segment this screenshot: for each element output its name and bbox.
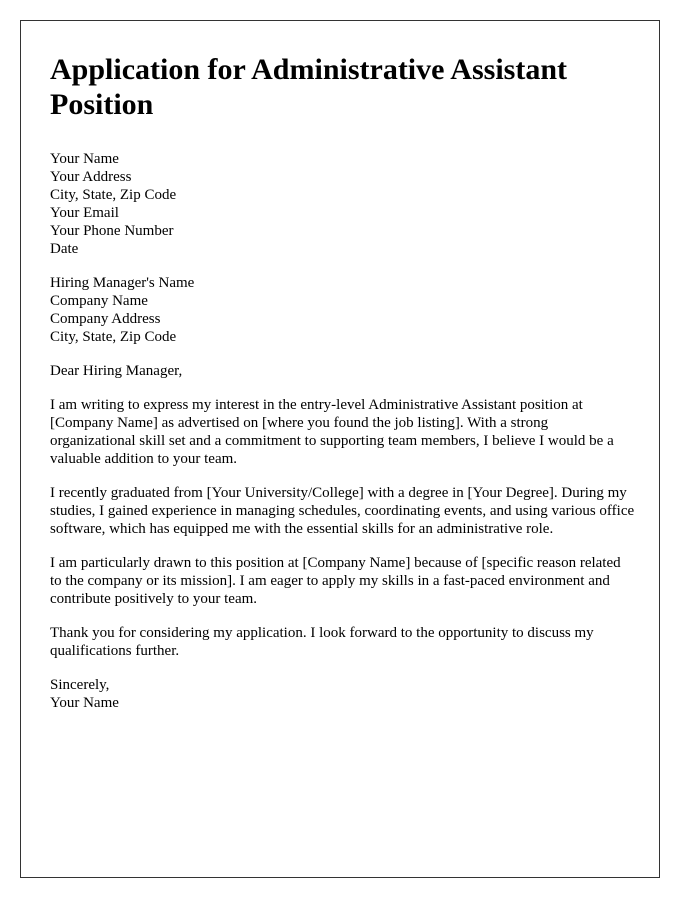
letter-title: Application for Administrative Assistant Position xyxy=(50,53,567,121)
recipient-address: Company Address xyxy=(50,311,161,327)
body-paragraph-3: I am particularly drawn to this position at [Company Name] because of [specific reason related to the company or its mission]. I am eager to apply my skills in a fast-paced environment and contribute positively to your team. xyxy=(50,555,621,607)
sender-phone: Your Phone Number xyxy=(50,223,174,239)
sender-block xyxy=(50,150,635,258)
valediction: Sincerely, xyxy=(50,677,110,693)
letter-page xyxy=(20,20,660,878)
sender-name: Your Name xyxy=(50,151,119,167)
recipient-city-state-zip: City, State, Zip Code xyxy=(50,329,177,345)
body-paragraph-4: Thank you for considering my application. I look forward to the opportunity to discuss my qualifications further. xyxy=(50,625,594,659)
closing-block xyxy=(50,676,635,712)
sender-email: Your Email xyxy=(50,205,119,221)
recipient-company: Company Name xyxy=(50,293,148,309)
recipient-name: Hiring Manager's Name xyxy=(50,275,195,291)
body-paragraph-1: I am writing to express my interest in the entry-level Administrative Assistant position at [Company Name] as advertised on [where you found the job listing]. With a strong organizational skill set and a commitment to supporting team members, I believe I would be a valuable addition to your team. xyxy=(50,397,614,467)
recipient-block xyxy=(50,274,635,346)
letter-date: Date xyxy=(50,241,79,257)
sender-address: Your Address xyxy=(50,169,132,185)
letter-content xyxy=(50,52,635,728)
body-paragraph-2: I recently graduated from [Your University/College] with a degree in [Your Degree]. During my studies, I gained experience in managing schedules, coordinating events, and using various office software, which has equipped me with the essential skills for an administrative role. xyxy=(50,485,635,537)
sender-city-state-zip: City, State, Zip Code xyxy=(50,187,177,203)
salutation: Dear Hiring Manager, xyxy=(50,363,183,379)
signature-name: Your Name xyxy=(50,695,119,711)
